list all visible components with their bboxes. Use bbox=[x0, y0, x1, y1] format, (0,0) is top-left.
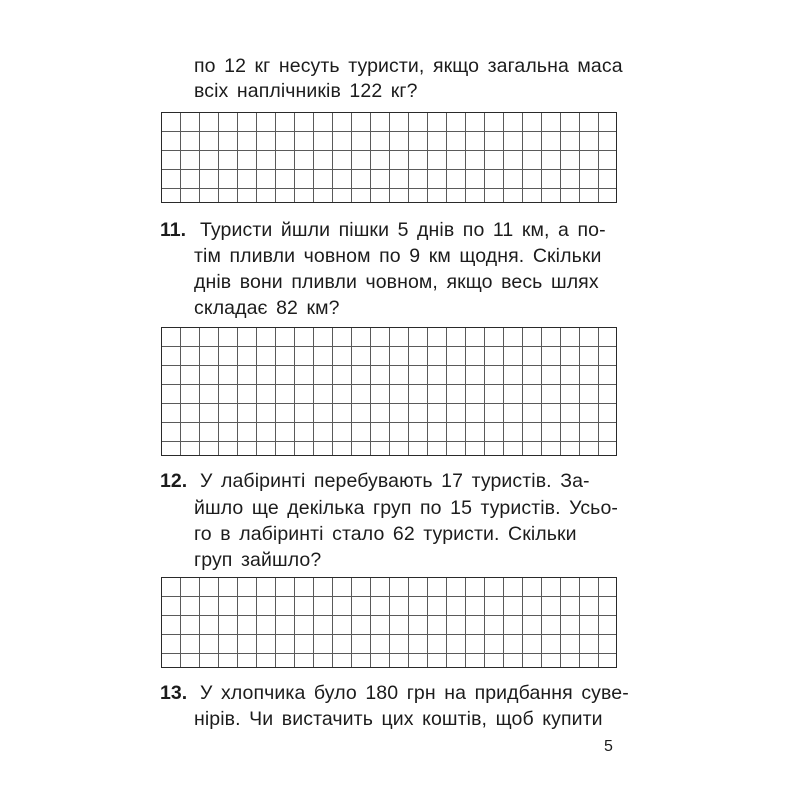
answer-grid-prev[interactable] bbox=[161, 112, 617, 203]
task-11-line-2: тім пливли човном по 9 км щодня. Скільки bbox=[194, 245, 602, 267]
task-12-line-4: груп зайшло? bbox=[194, 549, 322, 571]
task-13-line-1: У хлопчика було 180 грн на придбання суве- bbox=[200, 682, 629, 704]
task-13-number: 13. bbox=[160, 682, 188, 704]
answer-grid-12[interactable] bbox=[161, 577, 617, 668]
task-12-number: 12. bbox=[160, 470, 188, 492]
prev-task-line-1: по 12 кг несуть туристи, якщо загальна маса bbox=[194, 55, 623, 77]
page-number: 5 bbox=[604, 738, 613, 755]
task-13-line-2: нірів. Чи вистачить цих коштів, щоб купити bbox=[194, 708, 603, 730]
task-11-line-3: днів вони пливли човном, якщо весь шлях bbox=[194, 271, 599, 293]
task-11-number: 11. bbox=[160, 219, 187, 241]
task-12-line-2: йшло ще декілька груп по 15 туристів. Усьо- bbox=[194, 497, 618, 519]
task-12-line-3: го в лабіринті стало 62 туристи. Скільки bbox=[194, 523, 577, 545]
task-11-line-1: Туристи йшли пішки 5 днів по 11 км, а по- bbox=[200, 219, 606, 241]
prev-task-line-2: всіх наплічників 122 кг? bbox=[194, 80, 418, 102]
answer-grid-11[interactable] bbox=[161, 327, 617, 456]
task-11-line-4: складає 82 км? bbox=[194, 297, 340, 319]
task-12-line-1: У лабіринті перебувають 17 туристів. За- bbox=[200, 470, 590, 492]
